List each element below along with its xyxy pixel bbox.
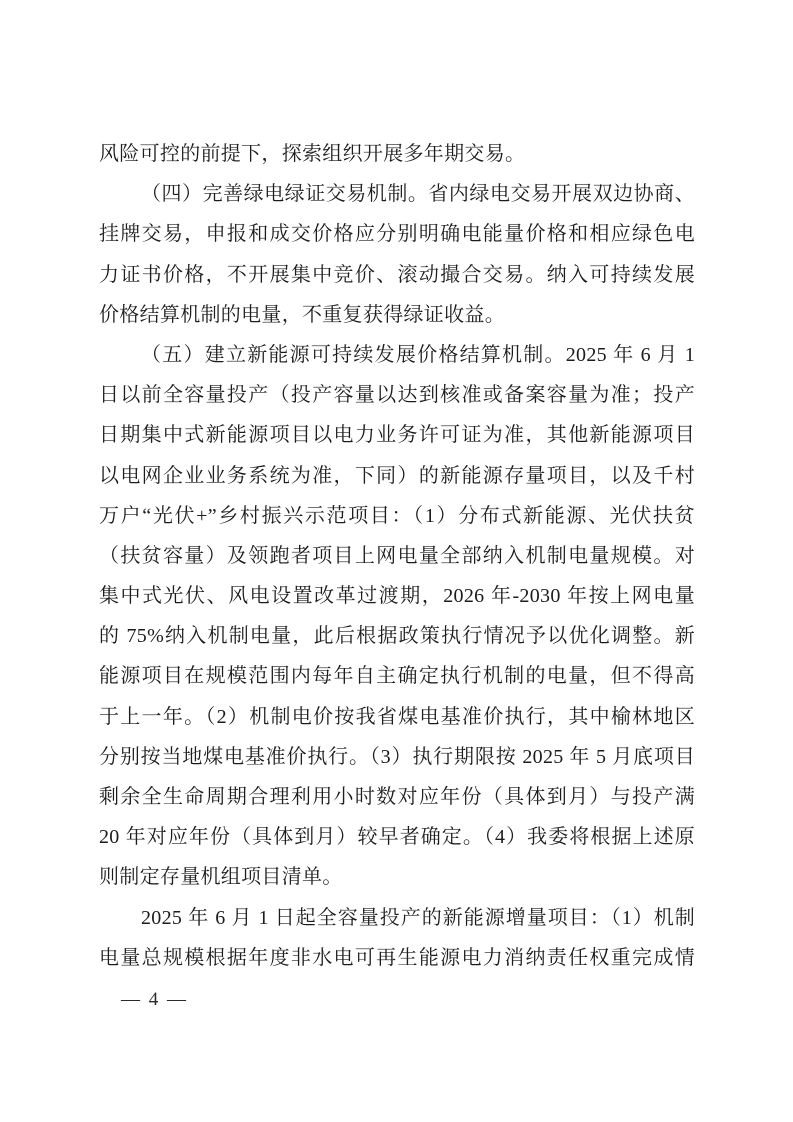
text-line: 电量总规模根据年度非水电可再生能源电力消纳责任权重完成情: [99, 946, 695, 969]
text-line: 风险可控的前提下，探索组织开展多年期交易。: [99, 143, 526, 165]
text-line: 20 年对应年份（具体到月）较早者确定。（4）我委将根据上述原: [99, 826, 695, 849]
text-line: （四）完善绿电绿证交易机制。省内绿电交易开展双边协商、: [141, 183, 695, 206]
text-line: （五）建立新能源可持续发展价格结算机制。2025 年 6 月 1: [141, 343, 695, 366]
text-line: 挂牌交易，申报和成交价格应分别明确电能量价格和相应绿色电: [99, 223, 695, 246]
text-line: 力证书价格，不开展集中竞价、滚动撮合交易。纳入可持续发展: [99, 263, 695, 286]
text-line: （扶贫容量）及领跑者项目上网电量全部纳入机制电量规模。对: [99, 544, 695, 567]
text-line: 日以前全容量投产（投产容量以达到核准或备案容量为准；投产: [99, 384, 695, 407]
text-line: 于上一年。（2）机制电价按我省煤电基准价执行，其中榆林地区: [99, 705, 695, 728]
text-line: 以电网企业业务系统为准，下同）的新能源存量项目，以及千村: [99, 464, 695, 487]
text-line: 万户“光伏+”乡村振兴示范项目：（1）分布式新能源、光伏扶贫: [99, 504, 695, 527]
text-line: 日期集中式新能源项目以电力业务许可证为准，其他新能源项目: [99, 424, 695, 447]
text-line: 2025 年 6 月 1 日起全容量投产的新能源增量项目：（1）机制: [141, 906, 695, 929]
text-line: 分别按当地煤电基准价执行。（3）执行期限按 2025 年 5 月底项目: [99, 745, 695, 768]
text-line: 的 75%纳入机制电量，此后根据政策执行情况予以优化调整。新: [99, 625, 695, 648]
document-body: [99, 134, 695, 978]
text-line: 价格结算机制的电量，不重复获得绿证收益。: [99, 303, 505, 326]
text-line: 则制定存量机组项目清单。: [99, 866, 343, 889]
text-line: 集中式光伏、风电设置改革过渡期，2026 年-2030 年按上网电量: [99, 585, 695, 608]
text-line: 能源项目在规模范围内每年自主确定执行机制的电量，但不得高: [99, 665, 695, 688]
text-line: 剩余全生命周期合理利用小时数对应年份（具体到月）与投产满: [99, 786, 695, 808]
page-number: — 4 —: [121, 989, 188, 1010]
